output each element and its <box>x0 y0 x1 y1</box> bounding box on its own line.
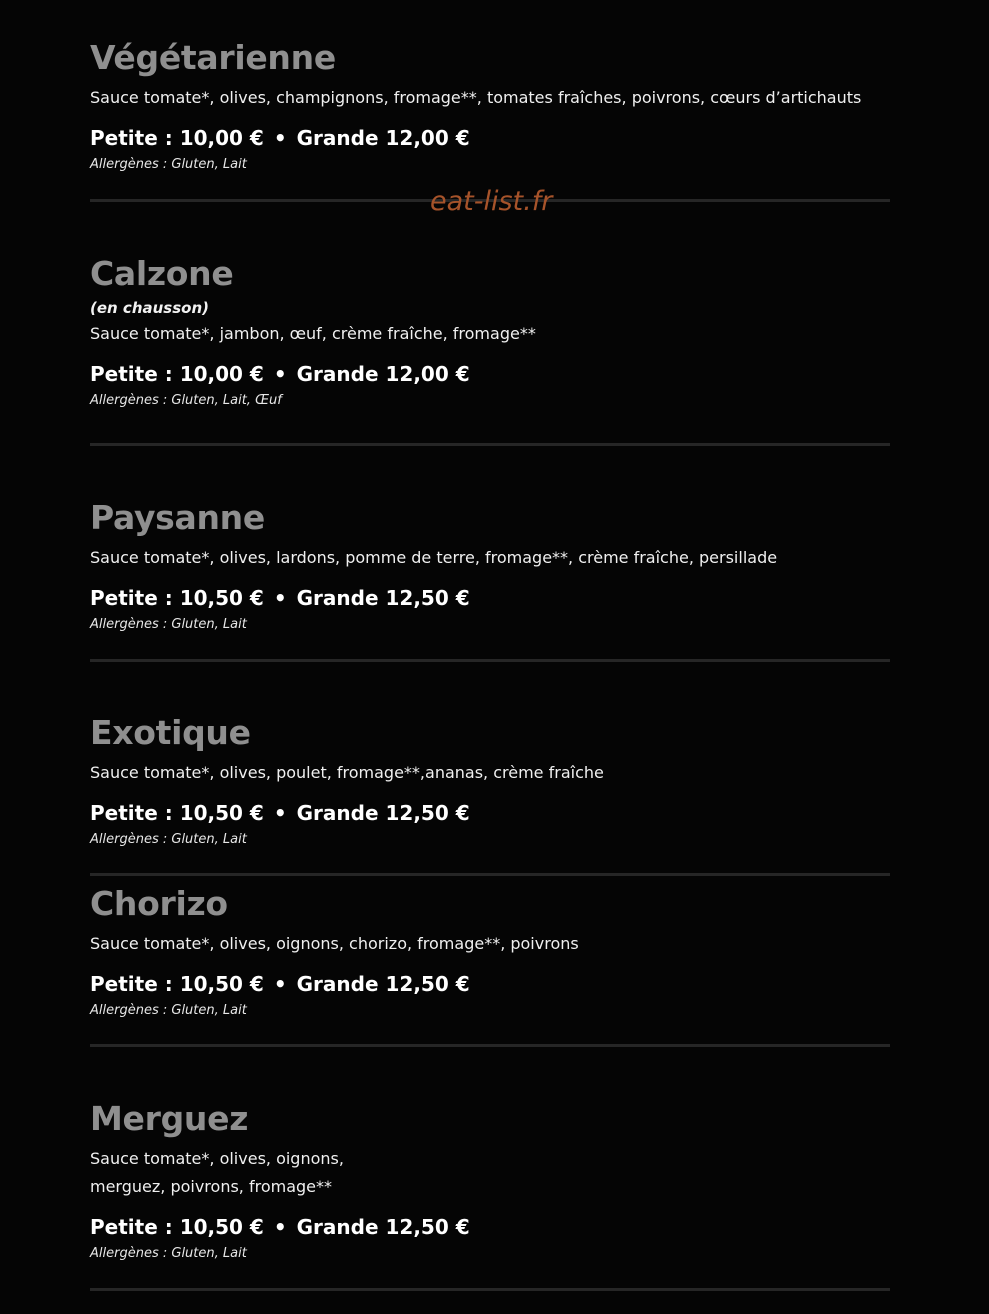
item-price <box>90 799 890 827</box>
price-large: Grande 12,00 € <box>296 362 470 386</box>
item-allergens: Allergènes : Gluten, Lait <box>90 157 247 172</box>
menu-item-calzone <box>90 254 890 410</box>
price-small: Petite : 10,50 € <box>90 1215 264 1239</box>
item-price <box>90 970 890 998</box>
item-name: Paysanne <box>90 498 265 537</box>
item-allergens: Allergènes : Gluten, Lait <box>90 1003 247 1018</box>
menu-item-chorizo <box>90 884 890 1020</box>
item-divider <box>90 873 890 876</box>
price-small: Petite : 10,00 € <box>90 362 264 386</box>
item-divider <box>90 659 890 662</box>
item-note: (en chausson) <box>90 299 209 317</box>
price-separator: • <box>273 586 287 610</box>
menu-item-merguez <box>90 1099 890 1263</box>
price-small: Petite : 10,00 € <box>90 126 264 150</box>
item-price <box>90 1213 890 1241</box>
price-large: Grande 12,50 € <box>296 1215 470 1239</box>
menu-item-exotique <box>90 713 890 849</box>
price-large: Grande 12,00 € <box>296 126 470 150</box>
item-allergens: Allergènes : Gluten, Lait <box>90 832 247 847</box>
item-price <box>90 124 890 152</box>
price-small: Petite : 10,50 € <box>90 586 264 610</box>
item-allergens: Allergènes : Gluten, Lait <box>90 1246 247 1261</box>
item-name: Merguez <box>90 1099 249 1138</box>
price-large: Grande 12,50 € <box>296 586 470 610</box>
item-price <box>90 584 890 612</box>
watermark: eat-list.fr <box>430 186 553 217</box>
item-name: Chorizo <box>90 884 228 923</box>
item-allergens: Allergènes : Gluten, Lait <box>90 617 247 632</box>
price-separator: • <box>273 801 287 825</box>
item-divider <box>90 1288 890 1291</box>
item-description: Sauce tomate*, olives, lardons, pomme de terre, fromage**, crème fraîche, persillade <box>90 548 778 567</box>
price-large: Grande 12,50 € <box>296 972 470 996</box>
item-name: Calzone <box>90 254 234 293</box>
item-description: Sauce tomate*, olives, oignons, merguez, poivrons, fromage** <box>90 1149 344 1196</box>
price-large: Grande 12,50 € <box>296 801 470 825</box>
item-divider <box>90 1044 890 1047</box>
item-name: Végétarienne <box>90 38 336 77</box>
item-description: Sauce tomate*, olives, champignons, fromage**, tomates fraîches, poivrons, cœurs d’artichauts <box>90 88 862 107</box>
price-small: Petite : 10,50 € <box>90 972 264 996</box>
item-description: Sauce tomate*, olives, poulet, fromage**,ananas, crème fraîche <box>90 763 604 782</box>
item-price <box>90 360 890 388</box>
price-small: Petite : 10,50 € <box>90 801 264 825</box>
price-separator: • <box>273 362 287 386</box>
item-divider <box>90 443 890 446</box>
item-description: Sauce tomate*, olives, oignons, chorizo, fromage**, poivrons <box>90 934 579 953</box>
item-allergens: Allergènes : Gluten, Lait, Œuf <box>90 393 282 408</box>
item-description: Sauce tomate*, jambon, œuf, crème fraîche, fromage** <box>90 324 536 343</box>
menu-item-paysanne <box>90 498 890 634</box>
menu-item-vegetarienne <box>90 38 890 174</box>
price-separator: • <box>273 972 287 996</box>
price-separator: • <box>273 1215 287 1239</box>
price-separator: • <box>273 126 287 150</box>
item-name: Exotique <box>90 713 251 752</box>
